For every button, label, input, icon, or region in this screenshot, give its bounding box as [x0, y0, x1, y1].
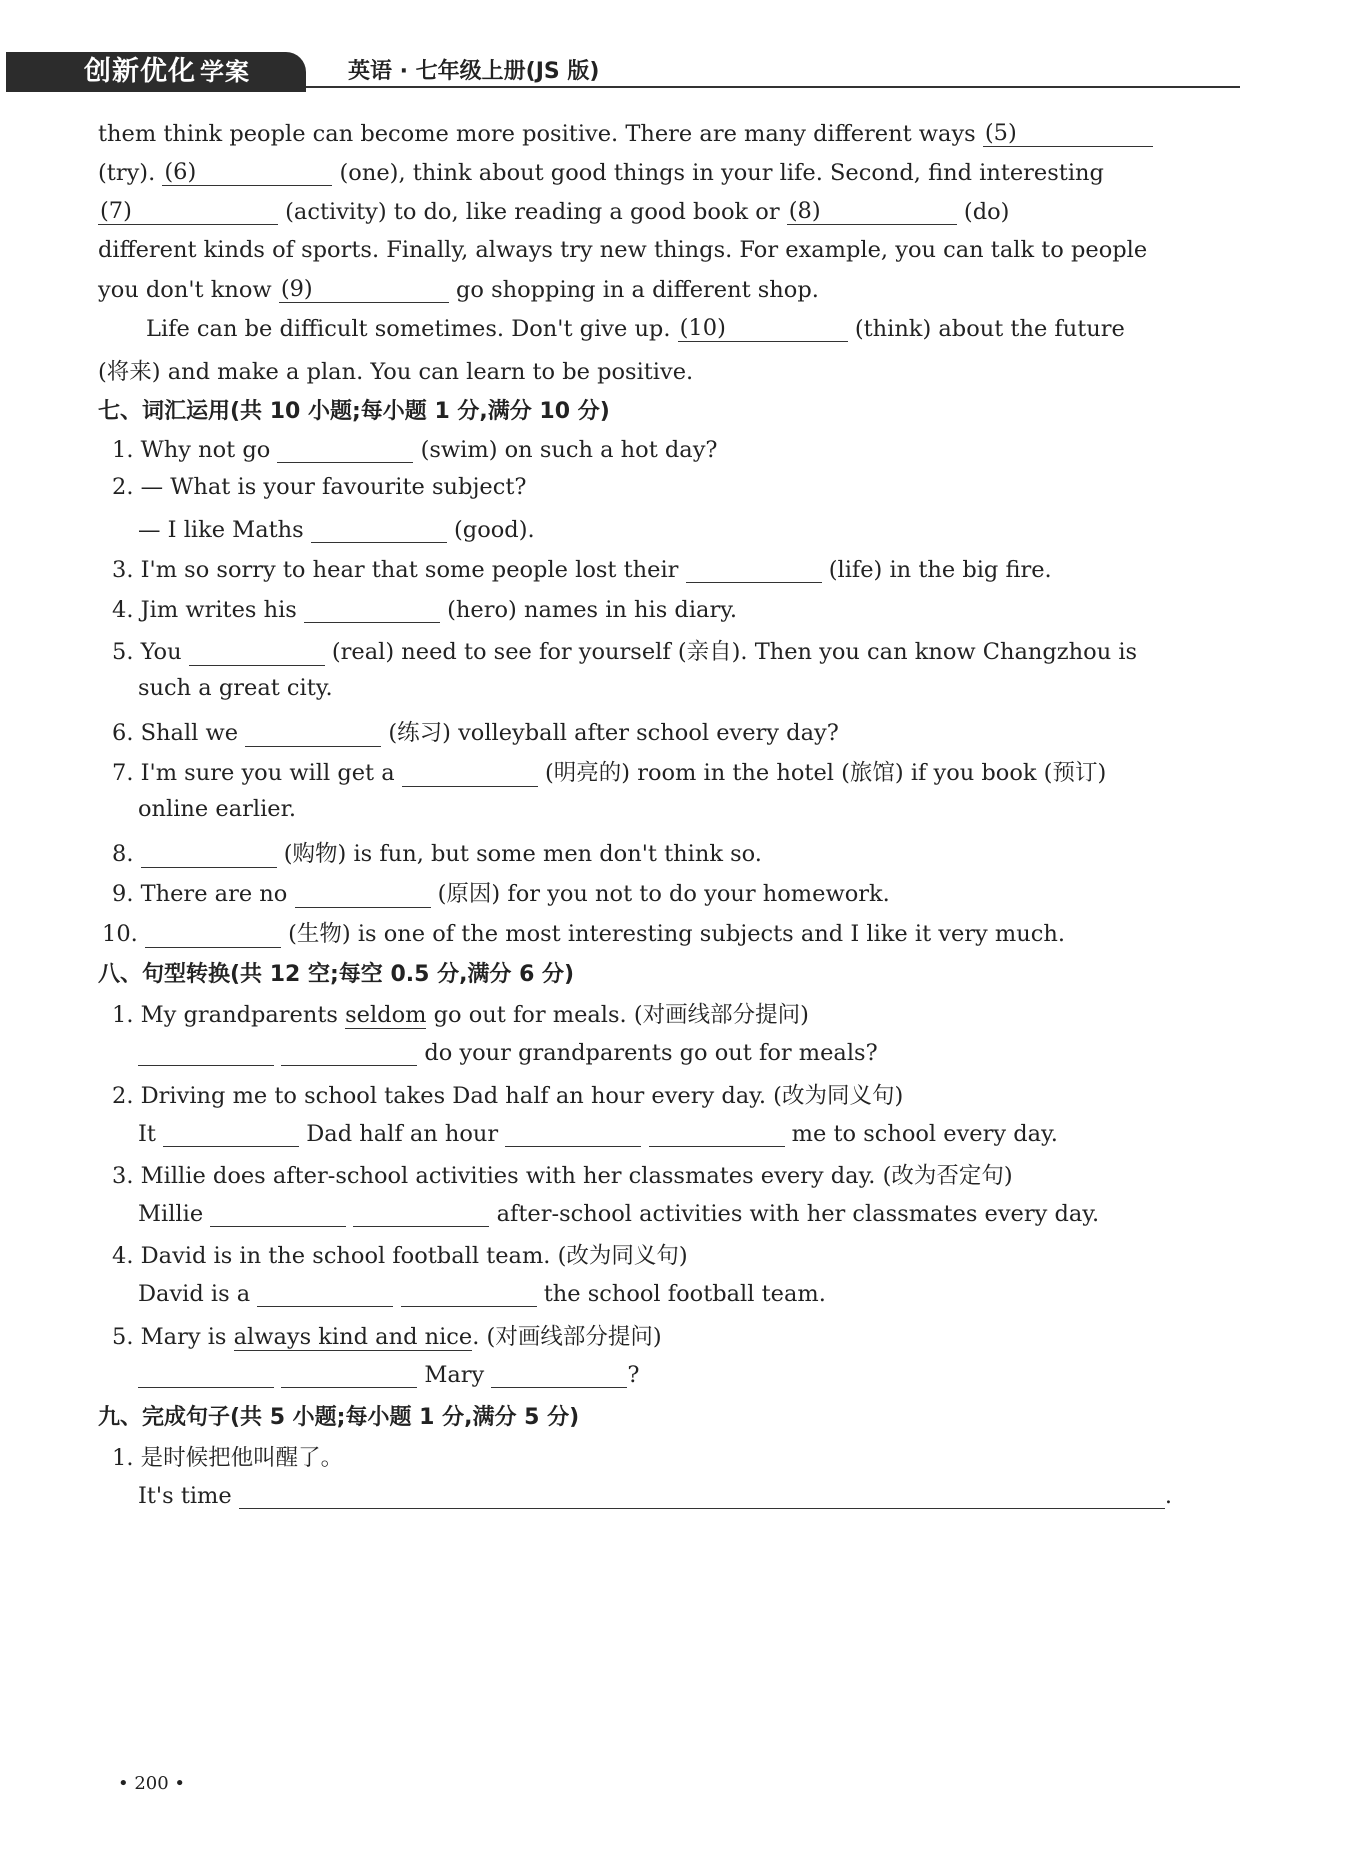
answer-blank[interactable]	[138, 1359, 274, 1388]
question-text: go out for meals. (对画线部分提问)	[433, 1002, 809, 1028]
section-9-heading: 九、完成句子(共 5 小题;每小题 1 分,满分 5 分)	[98, 1405, 580, 1430]
section-8-heading: 八、句型转换(共 12 空;每空 0.5 分,满分 6 分)	[98, 962, 575, 987]
s7-question-5	[112, 634, 1137, 666]
answer-blank[interactable]	[686, 554, 822, 583]
question-text: me to school every day.	[791, 1121, 1058, 1147]
question-text: — I like Maths	[138, 517, 304, 543]
page-header	[6, 48, 1240, 94]
blank-5[interactable]: (5)	[983, 120, 1153, 147]
s7-question-8	[112, 836, 762, 868]
question-text: Dad half an hour	[306, 1121, 499, 1147]
s9-question-1-answer	[138, 1480, 1172, 1509]
passage-line-3	[98, 198, 1009, 225]
s9-question-1: 1. 是时候把他叫醒了。	[112, 1445, 344, 1471]
passage-line-2	[98, 159, 1104, 186]
passage-text: go shopping in a different shop.	[455, 277, 819, 303]
answer-blank[interactable]	[353, 1198, 489, 1227]
question-text: 9. There are no	[112, 881, 288, 907]
s7-question-9	[112, 876, 890, 908]
answer-blank[interactable]	[505, 1118, 641, 1147]
question-text: ?	[627, 1362, 640, 1388]
question-text: the school football team.	[543, 1281, 826, 1307]
answer-blank[interactable]	[281, 1359, 417, 1388]
question-text: (练习) volleyball after school every day?	[388, 720, 839, 746]
question-text: 7. I'm sure you will get a	[112, 760, 395, 786]
passage-line-7: (将来) and make a plan. You can learn to be positive.	[98, 359, 694, 385]
question-text: (原因) for you not to do your homework.	[437, 881, 890, 907]
s8-question-4-answer	[138, 1278, 826, 1307]
question-text: . (对画线部分提问)	[472, 1324, 662, 1350]
header-divider	[306, 86, 1240, 88]
question-text: (明亮的) room in the hotel (旅馆) if you book (预订)	[544, 760, 1107, 786]
question-text: after-school activities with her classmates every day.	[496, 1201, 1100, 1227]
answer-blank[interactable]	[311, 514, 447, 543]
s8-question-1	[112, 997, 809, 1029]
s7-question-10	[102, 916, 1065, 948]
s7-question-3	[112, 554, 1052, 583]
question-text: It	[138, 1121, 156, 1147]
answer-blank[interactable]	[189, 637, 325, 666]
question-text: .	[1164, 1483, 1173, 1509]
s8-question-2-answer	[138, 1118, 1058, 1147]
s7-question-1	[112, 434, 718, 463]
answer-blank[interactable]	[277, 434, 413, 463]
question-text: 6. Shall we	[112, 720, 239, 746]
question-text: 8.	[112, 841, 134, 867]
passage-line-1	[98, 120, 1153, 147]
underlined-part: always kind and nice	[233, 1324, 473, 1350]
section-7-heading: 七、词汇运用(共 10 小题;每小题 1 分,满分 10 分)	[98, 399, 610, 424]
answer-blank[interactable]	[295, 879, 431, 908]
question-text: (生物) is one of the most interesting subjects and I like it very much.	[288, 921, 1065, 947]
passage-line-5	[98, 276, 819, 303]
s7-question-7-cont: online earlier.	[138, 796, 297, 822]
s7-question-5-cont: such a great city.	[138, 675, 333, 701]
brand-logo	[6, 52, 306, 92]
passage-text: (one), think about good things in your life. Second, find interesting	[339, 160, 1104, 186]
question-text: 10.	[102, 921, 138, 947]
passage-line-6	[146, 315, 1125, 342]
s7-question-7	[112, 755, 1106, 787]
question-text: It's time	[138, 1483, 232, 1509]
answer-blank[interactable]	[163, 1118, 299, 1147]
blank-6[interactable]: (6)	[162, 159, 332, 186]
question-text: Mary	[424, 1362, 485, 1388]
blank-8[interactable]: (8)	[787, 198, 957, 225]
question-text: do your grandparents go out for meals?	[424, 1040, 878, 1066]
underlined-part: seldom	[345, 1002, 427, 1028]
s8-question-3: 3. Millie does after-school activities with her classmates every day. (改为否定句)	[112, 1163, 1013, 1189]
passage-text: (do)	[963, 199, 1010, 225]
blank-10[interactable]: (10)	[678, 315, 848, 342]
question-text: 1. Why not go	[112, 437, 271, 463]
passage-text: (try).	[98, 160, 156, 186]
passage-text: you don't know	[98, 277, 272, 303]
passage-text: (think) about the future	[854, 316, 1125, 342]
answer-blank[interactable]	[304, 594, 440, 623]
s7-question-2-answer	[138, 514, 535, 543]
answer-blank[interactable]	[491, 1359, 627, 1388]
question-text: 4. Jim writes his	[112, 597, 297, 623]
question-text: (hero) names in his diary.	[447, 597, 738, 623]
s7-question-4	[112, 594, 737, 623]
passage-text: (activity) to do, like reading a good book or	[285, 199, 780, 225]
s8-question-5	[112, 1319, 662, 1351]
answer-blank[interactable]	[210, 1198, 346, 1227]
question-text: (real) need to see for yourself (亲自). Then you can know Changzhou is	[331, 639, 1138, 665]
answer-blank[interactable]	[141, 839, 277, 868]
s8-question-4: 4. David is in the school football team. (改为同义句)	[112, 1243, 688, 1269]
s8-question-5-answer	[138, 1359, 639, 1388]
passage-text: them think people can become more positive. There are many different ways	[98, 121, 976, 147]
answer-blank[interactable]	[401, 1278, 537, 1307]
question-text: (good).	[454, 517, 535, 543]
s8-question-3-answer	[138, 1198, 1099, 1227]
blank-7[interactable]: (7)	[98, 198, 278, 225]
s8-question-1-answer	[138, 1037, 878, 1066]
question-text: 1. My grandparents	[112, 1002, 338, 1028]
brand-sub: 学案	[200, 58, 250, 86]
answer-blank[interactable]	[145, 919, 281, 948]
answer-blank[interactable]	[138, 1037, 274, 1066]
blank-9[interactable]: (9)	[279, 276, 449, 303]
question-text: 5. You	[112, 639, 182, 665]
page-number: • 200 •	[118, 1773, 186, 1794]
s8-question-2: 2. Driving me to school takes Dad half an hour every day. (改为同义句)	[112, 1083, 904, 1109]
question-text: Millie	[138, 1201, 204, 1227]
question-text: (购物) is fun, but some men don't think so.	[283, 841, 762, 867]
question-text: (swim) on such a hot day?	[420, 437, 718, 463]
question-text: David is a	[138, 1281, 251, 1307]
answer-blank[interactable]	[402, 758, 538, 787]
answer-blank[interactable]	[245, 718, 381, 747]
answer-blank[interactable]	[649, 1118, 785, 1147]
s7-question-6	[112, 715, 839, 747]
passage-text: Life can be difficult sometimes. Don't give up.	[146, 316, 671, 342]
question-text: 3. I'm so sorry to hear that some people lost their	[112, 557, 679, 583]
s7-question-2: 2. — What is your favourite subject?	[112, 474, 527, 500]
brand-main: 创新优化	[84, 56, 196, 87]
passage-line-4: different kinds of sports. Finally, always try new things. For example, you can talk to people	[98, 237, 1148, 263]
book-title: 英语 · 七年级上册(JS 版)	[348, 59, 600, 84]
question-text: 5. Mary is	[112, 1324, 227, 1350]
answer-blank[interactable]	[257, 1278, 393, 1307]
answer-blank[interactable]	[281, 1037, 417, 1066]
question-text: (life) in the big fire.	[828, 557, 1052, 583]
answer-blank[interactable]	[239, 1480, 1165, 1509]
